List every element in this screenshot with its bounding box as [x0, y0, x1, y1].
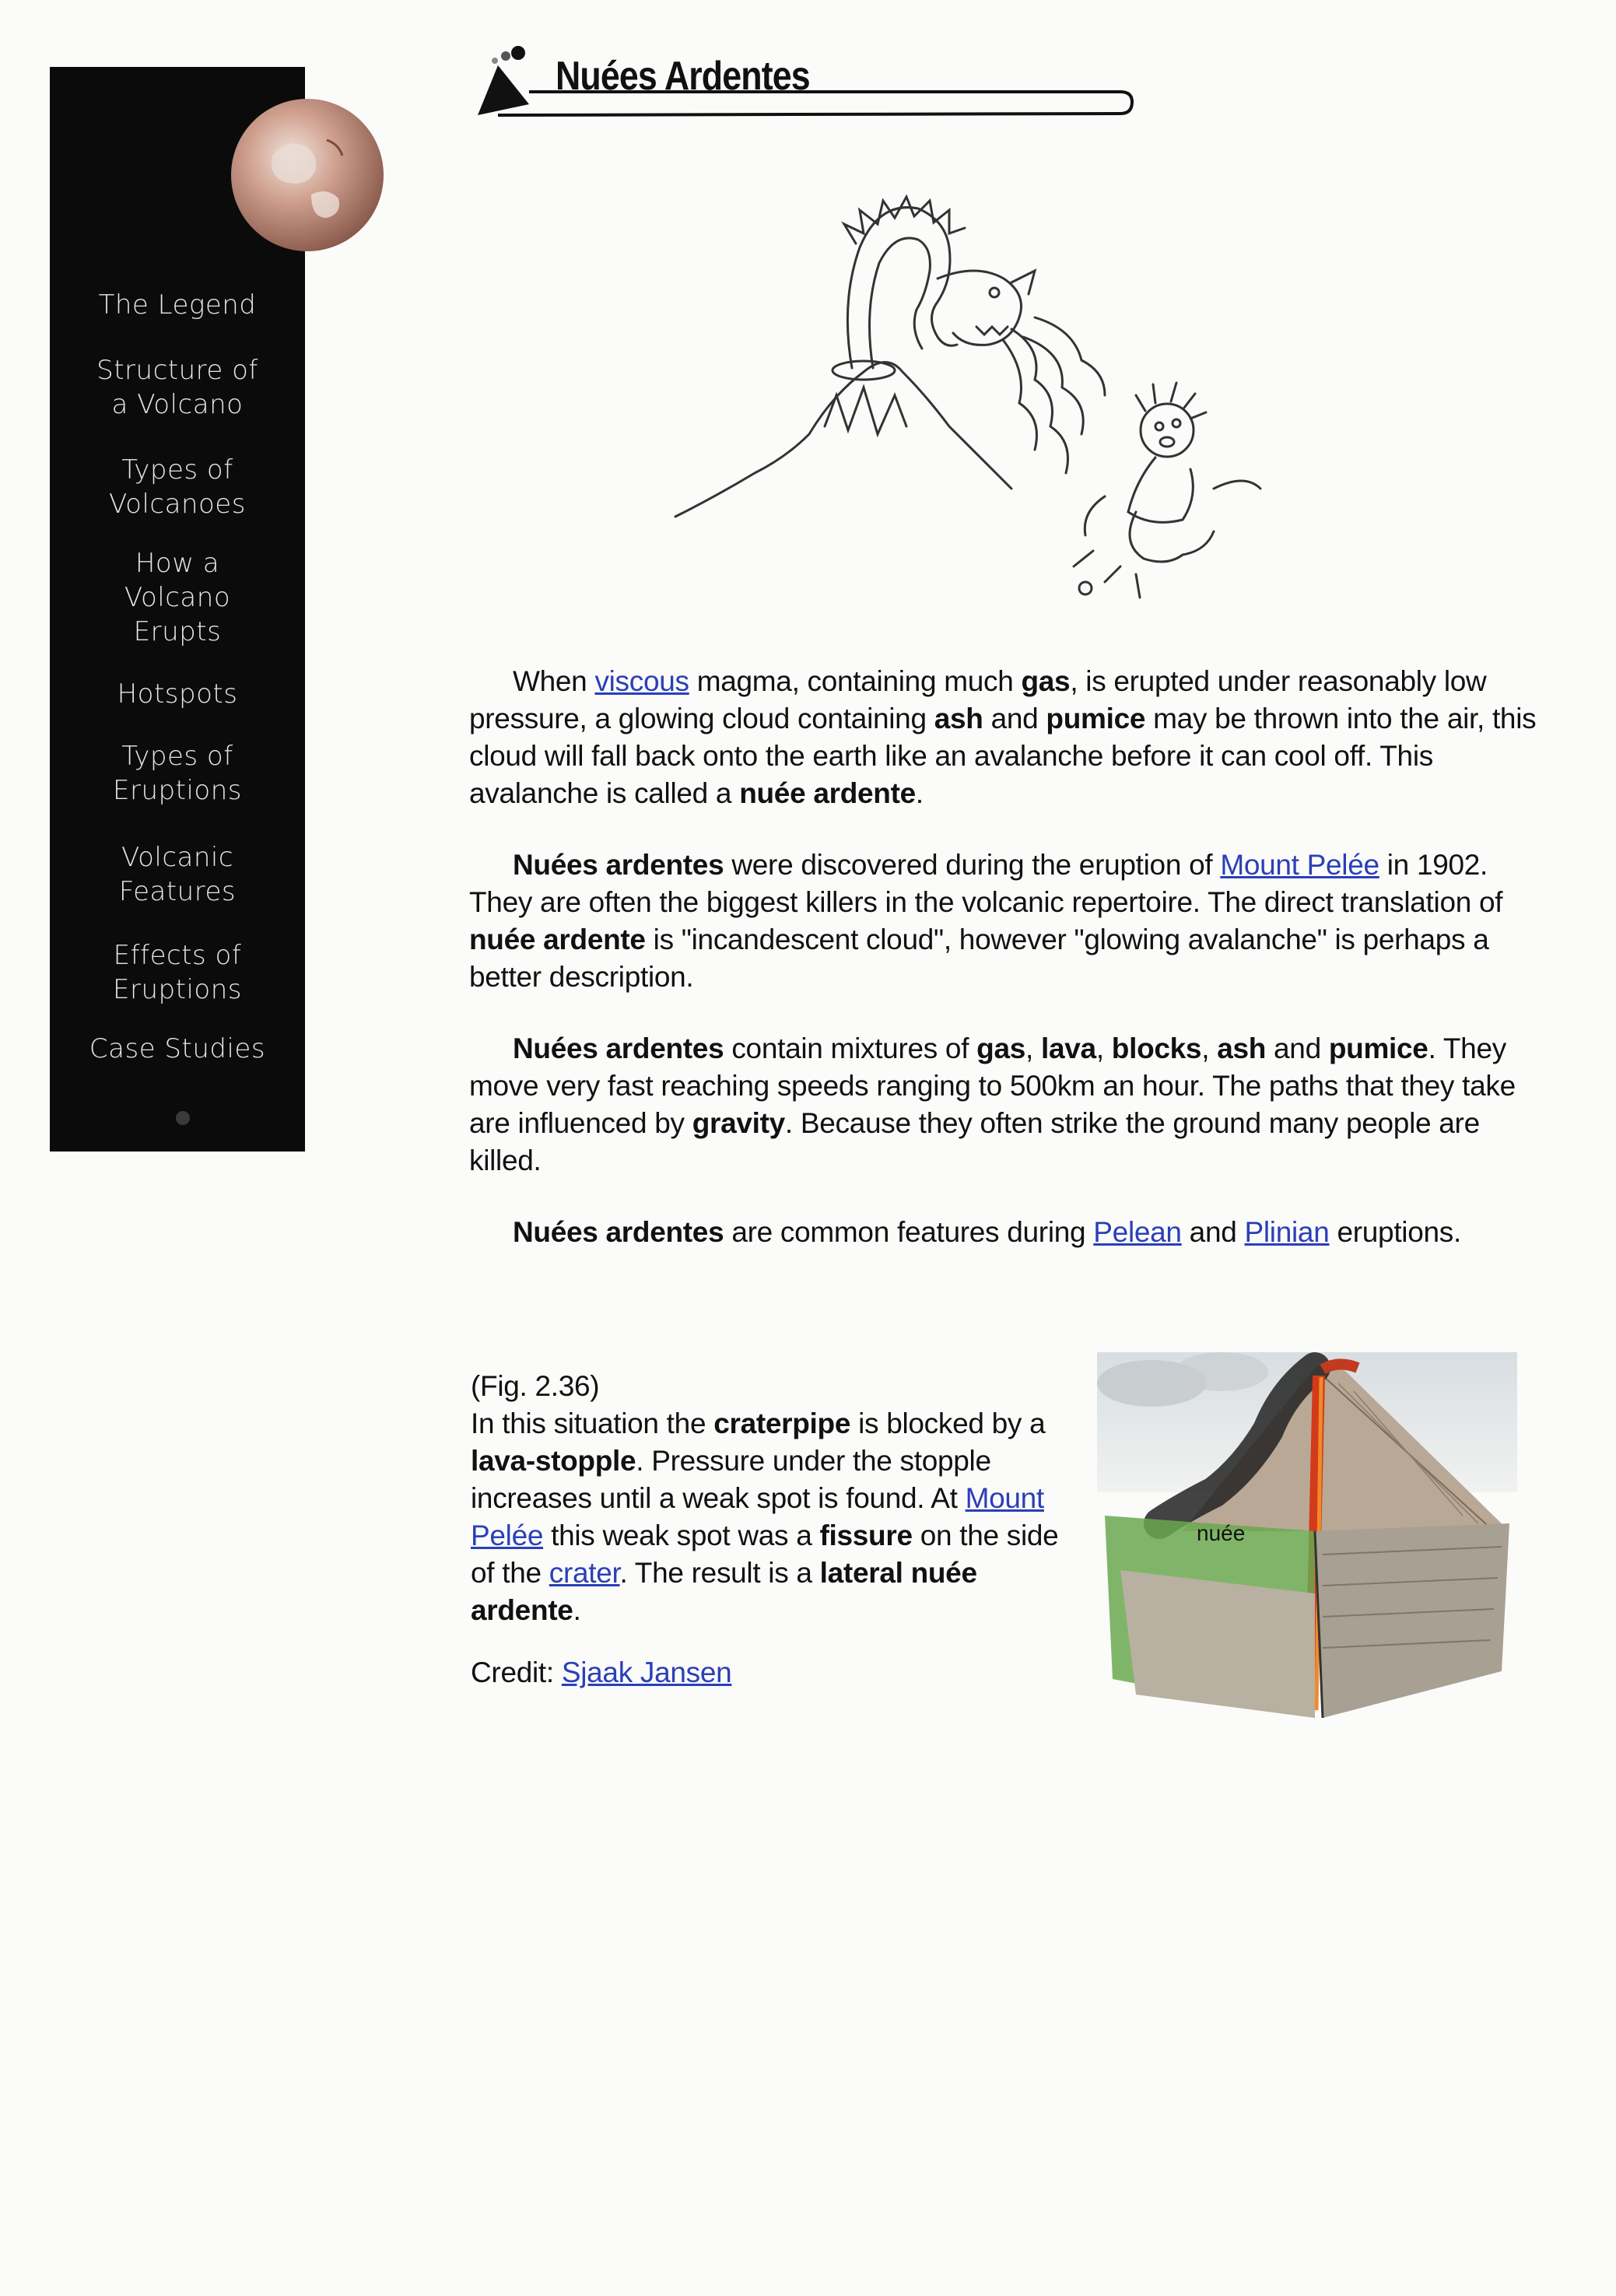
- text-span: . The result is a: [619, 1557, 820, 1589]
- figure-caption: [471, 1368, 1062, 1691]
- link-plinian[interactable]: Plinian: [1244, 1216, 1330, 1248]
- bold-term: gas: [976, 1032, 1026, 1064]
- text-span: eruptions.: [1329, 1216, 1461, 1248]
- bold-term: ash: [934, 703, 983, 734]
- text-span: and: [983, 703, 1046, 734]
- figure-credit: [471, 1654, 1062, 1691]
- text-span: is blocked by a: [850, 1407, 1046, 1439]
- nav-item-volcanic-features[interactable]: Volcanic Features: [118, 842, 237, 907]
- text-span: were discovered during the eruption of: [724, 849, 1221, 881]
- figure-label: (Fig. 2.36): [471, 1370, 600, 1402]
- text-span: on the side of the: [471, 1520, 1059, 1589]
- text-span: .: [915, 777, 924, 809]
- link-pelean[interactable]: Pelean: [1093, 1216, 1182, 1248]
- paragraph-intro: [469, 663, 1543, 812]
- nav-item-case-studies[interactable]: Case Studies: [89, 1033, 266, 1064]
- sidebar-nav: [50, 288, 305, 1066]
- sidebar-bullet-icon: [176, 1111, 190, 1125]
- nav-item-types-of-volcanoes[interactable]: Types of Volcanoes: [109, 454, 246, 520]
- text-span: ,: [1201, 1032, 1218, 1064]
- bold-term: nuée ardente: [469, 924, 646, 955]
- text-span: . Because they often strike the ground many people are killed.: [469, 1107, 1480, 1176]
- text-span: magma, containing much: [689, 665, 1022, 697]
- link-crater[interactable]: crater: [549, 1557, 620, 1589]
- bold-term: fissure: [819, 1520, 913, 1551]
- bold-term: lateral nuée ardente: [471, 1557, 977, 1626]
- link-mount-pelee-figure[interactable]: Mount Pelée: [471, 1482, 1044, 1551]
- bold-term: pumice: [1046, 703, 1146, 734]
- text-span: . Pressure under the stopple increases until a weak spot is found. At: [471, 1445, 991, 1514]
- text-span: are common features during: [724, 1216, 1094, 1248]
- text-span: is "incandescent cloud", however "glowing avalanche" is perhaps a better description.: [469, 924, 1489, 993]
- bold-term: pumice: [1328, 1032, 1428, 1064]
- page-header: [475, 44, 1136, 121]
- page-title: Nuées Ardentes: [556, 54, 810, 99]
- volcano-cross-section-image: [1089, 1337, 1525, 1726]
- text-span: may be thrown into the air, this cloud will fall back onto the earth like an avalanche before it can cool off. This avalanche is called a: [469, 703, 1537, 809]
- bold-term: ash: [1217, 1032, 1267, 1064]
- text-span: .: [573, 1594, 581, 1626]
- link-sjaak-jansen[interactable]: Sjaak Jansen: [561, 1656, 732, 1688]
- paragraph-eruption-types: [469, 1214, 1543, 1251]
- bold-term: craterpipe: [713, 1407, 851, 1439]
- paragraph-composition: [469, 1030, 1543, 1180]
- text-span: and: [1181, 1216, 1245, 1248]
- main-content: [469, 663, 1543, 1285]
- bold-term: nuée ardente: [739, 777, 916, 809]
- text-span: In this situation the: [471, 1407, 714, 1439]
- nav-item-how-a-volcano-erupts[interactable]: How a Volcano Erupts: [124, 548, 231, 647]
- nav-item-hotspots[interactable]: Hotspots: [117, 678, 238, 710]
- credit-label: Credit:: [471, 1656, 562, 1688]
- link-viscous[interactable]: viscous: [594, 665, 689, 697]
- text-span: and: [1266, 1032, 1329, 1064]
- nav-item-structure-of-a-volcano[interactable]: Structure of a Volcano: [96, 355, 258, 420]
- bold-term: Nuées ardentes: [513, 1216, 724, 1248]
- text-span: ,: [1095, 1032, 1112, 1064]
- text-span: this weak spot was a: [543, 1520, 820, 1551]
- bold-term: Nuées ardentes: [513, 1032, 724, 1064]
- bold-term: lava-stopple: [471, 1445, 636, 1477]
- figure-description: [471, 1405, 1062, 1629]
- text-span: in 1902. They are often the biggest killers in the volcanic repertoire. The direct translation of: [469, 849, 1503, 918]
- nav-item-types-of-eruptions[interactable]: Types of Eruptions: [113, 741, 242, 806]
- globe-icon: [226, 93, 389, 257]
- text-span: contain mixtures of: [724, 1032, 977, 1064]
- text-span: When: [513, 665, 595, 697]
- bold-term: Nuées ardentes: [513, 849, 724, 881]
- link-mount-pelee[interactable]: Mount Pelée: [1220, 849, 1379, 881]
- paragraph-discovery: [469, 847, 1543, 996]
- nav-item-effects-of-eruptions[interactable]: Effects of Eruptions: [113, 940, 242, 1005]
- bold-term: gravity: [692, 1107, 785, 1139]
- text-span: ,: [1025, 1032, 1041, 1064]
- text-span: . They move very fast reaching speeds ranging to 500km an hour. The paths that they take are influenced by: [469, 1032, 1516, 1139]
- nav-item-the-legend[interactable]: The Legend: [98, 289, 257, 321]
- dragon-volcano-illustration: [669, 162, 1354, 629]
- bold-term: gas: [1021, 665, 1071, 697]
- text-span: , is erupted under reasonably low pressure, a glowing cloud containing: [469, 665, 1487, 734]
- image-label-nuee: nuée: [1197, 1521, 1246, 1545]
- bold-term: lava: [1041, 1032, 1096, 1064]
- bold-term: blocks: [1111, 1032, 1202, 1064]
